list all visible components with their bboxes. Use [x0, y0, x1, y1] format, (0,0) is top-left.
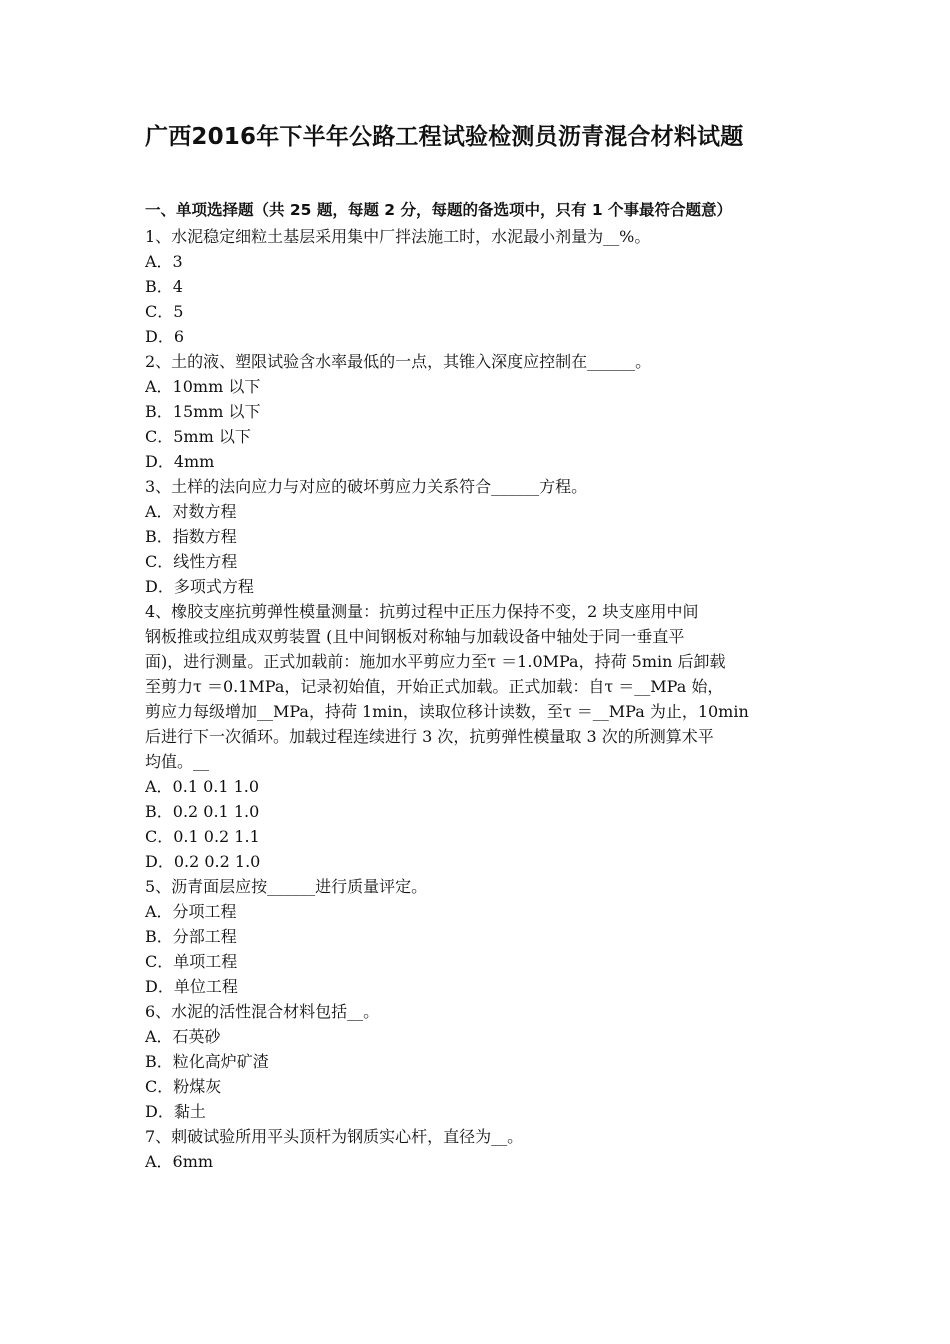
question-stem-line: 剪应力每级增加__MPa，持荷 1min，读取位移计读数，至τ ＝__MPa 为止，10min: [145, 702, 749, 721]
option-b: B．分部工程: [145, 927, 237, 946]
option-a: A．0.1 0.1 1.0: [145, 777, 260, 796]
question-stem-line: 后进行下一次循环。加载过程连续进行 3 次，抗剪弹性模量取 3 次的所测算术平: [145, 727, 714, 746]
question-stem: 6、水泥的活性混合材料包括__。: [145, 1002, 380, 1021]
option-c: C．0.1 0.2 1.1: [145, 827, 260, 846]
option-a: A．6mm: [145, 1152, 214, 1171]
option-d: D．4mm: [145, 452, 215, 471]
option-b: B．粒化高炉矿渣: [145, 1052, 269, 1071]
option-d: D．0.2 0.2 1.0: [145, 852, 261, 871]
question-stem: [145, 599, 807, 774]
question-5: [145, 874, 807, 999]
question-stem-line: 面)，进行测量。正式加载前：施加水平剪应力至τ ＝1.0MPa，持荷 5min 后卸载: [145, 652, 726, 671]
question-stem-line: 均值。__: [145, 752, 210, 771]
section-heading: 一、单项选择题（共 25 题，每题 2 分，每题的备选项中，只有 1 个事最符合题意）: [145, 201, 733, 219]
option-d: D．6: [145, 327, 185, 346]
option-c: C．5: [145, 302, 184, 321]
option-a: A．10mm 以下: [145, 377, 261, 396]
option-b: B．指数方程: [145, 527, 237, 546]
document-body: [145, 198, 807, 1174]
question-stem: 2、土的液、塑限试验含水率最低的一点，其锥入深度应控制在______。: [145, 352, 652, 371]
option-c: C．粉煤灰: [145, 1077, 222, 1096]
question-stem-line: 至剪力τ ＝0.1MPa，记录初始值，开始正式加载。正式加载：自τ ＝__MPa 始，: [145, 677, 724, 696]
option-c: C．线性方程: [145, 552, 238, 571]
option-a: A．对数方程: [145, 502, 237, 521]
question-7: [145, 1124, 807, 1174]
question-stem: 3、土样的法向应力与对应的破坏剪应力关系符合______方程。: [145, 477, 588, 496]
option-c: C．单项工程: [145, 952, 238, 971]
option-a: A．分项工程: [145, 902, 237, 921]
option-d: D．单位工程: [145, 977, 238, 996]
question-1: [145, 224, 807, 349]
question-2: [145, 349, 807, 474]
option-b: B．4: [145, 277, 183, 296]
option-c: C．5mm 以下: [145, 427, 251, 446]
question-stem: 1、水泥稳定细粒土基层采用集中厂拌法施工时，水泥最小剂量为__%。: [145, 227, 651, 246]
question-3: [145, 474, 807, 599]
question-stem: 7、刺破试验所用平头顶杆为钢质实心杆，直径为__。: [145, 1127, 524, 1146]
document-title: 广西2016年下半年公路工程试验检测员沥青混合材料试题: [145, 124, 744, 150]
option-b: B．15mm 以下: [145, 402, 261, 421]
question-6: [145, 999, 807, 1124]
question-stem-line: 钢板推或拉组成双剪装置 (且中间钢板对称轴与加载设备中轴处于同一垂直平: [145, 627, 685, 646]
question-4: [145, 599, 807, 874]
option-b: B．0.2 0.1 1.0: [145, 802, 260, 821]
option-a: A．3: [145, 252, 183, 271]
question-stem-line: 4、橡胶支座抗剪弹性模量测量：抗剪过程中正压力保持不变，2 块支座用中间: [145, 602, 699, 621]
option-d: D．多项式方程: [145, 577, 254, 596]
question-stem: 5、沥青面层应按______进行质量评定。: [145, 877, 428, 896]
option-d: D．黏土: [145, 1102, 206, 1121]
option-a: A．石英砂: [145, 1027, 221, 1046]
